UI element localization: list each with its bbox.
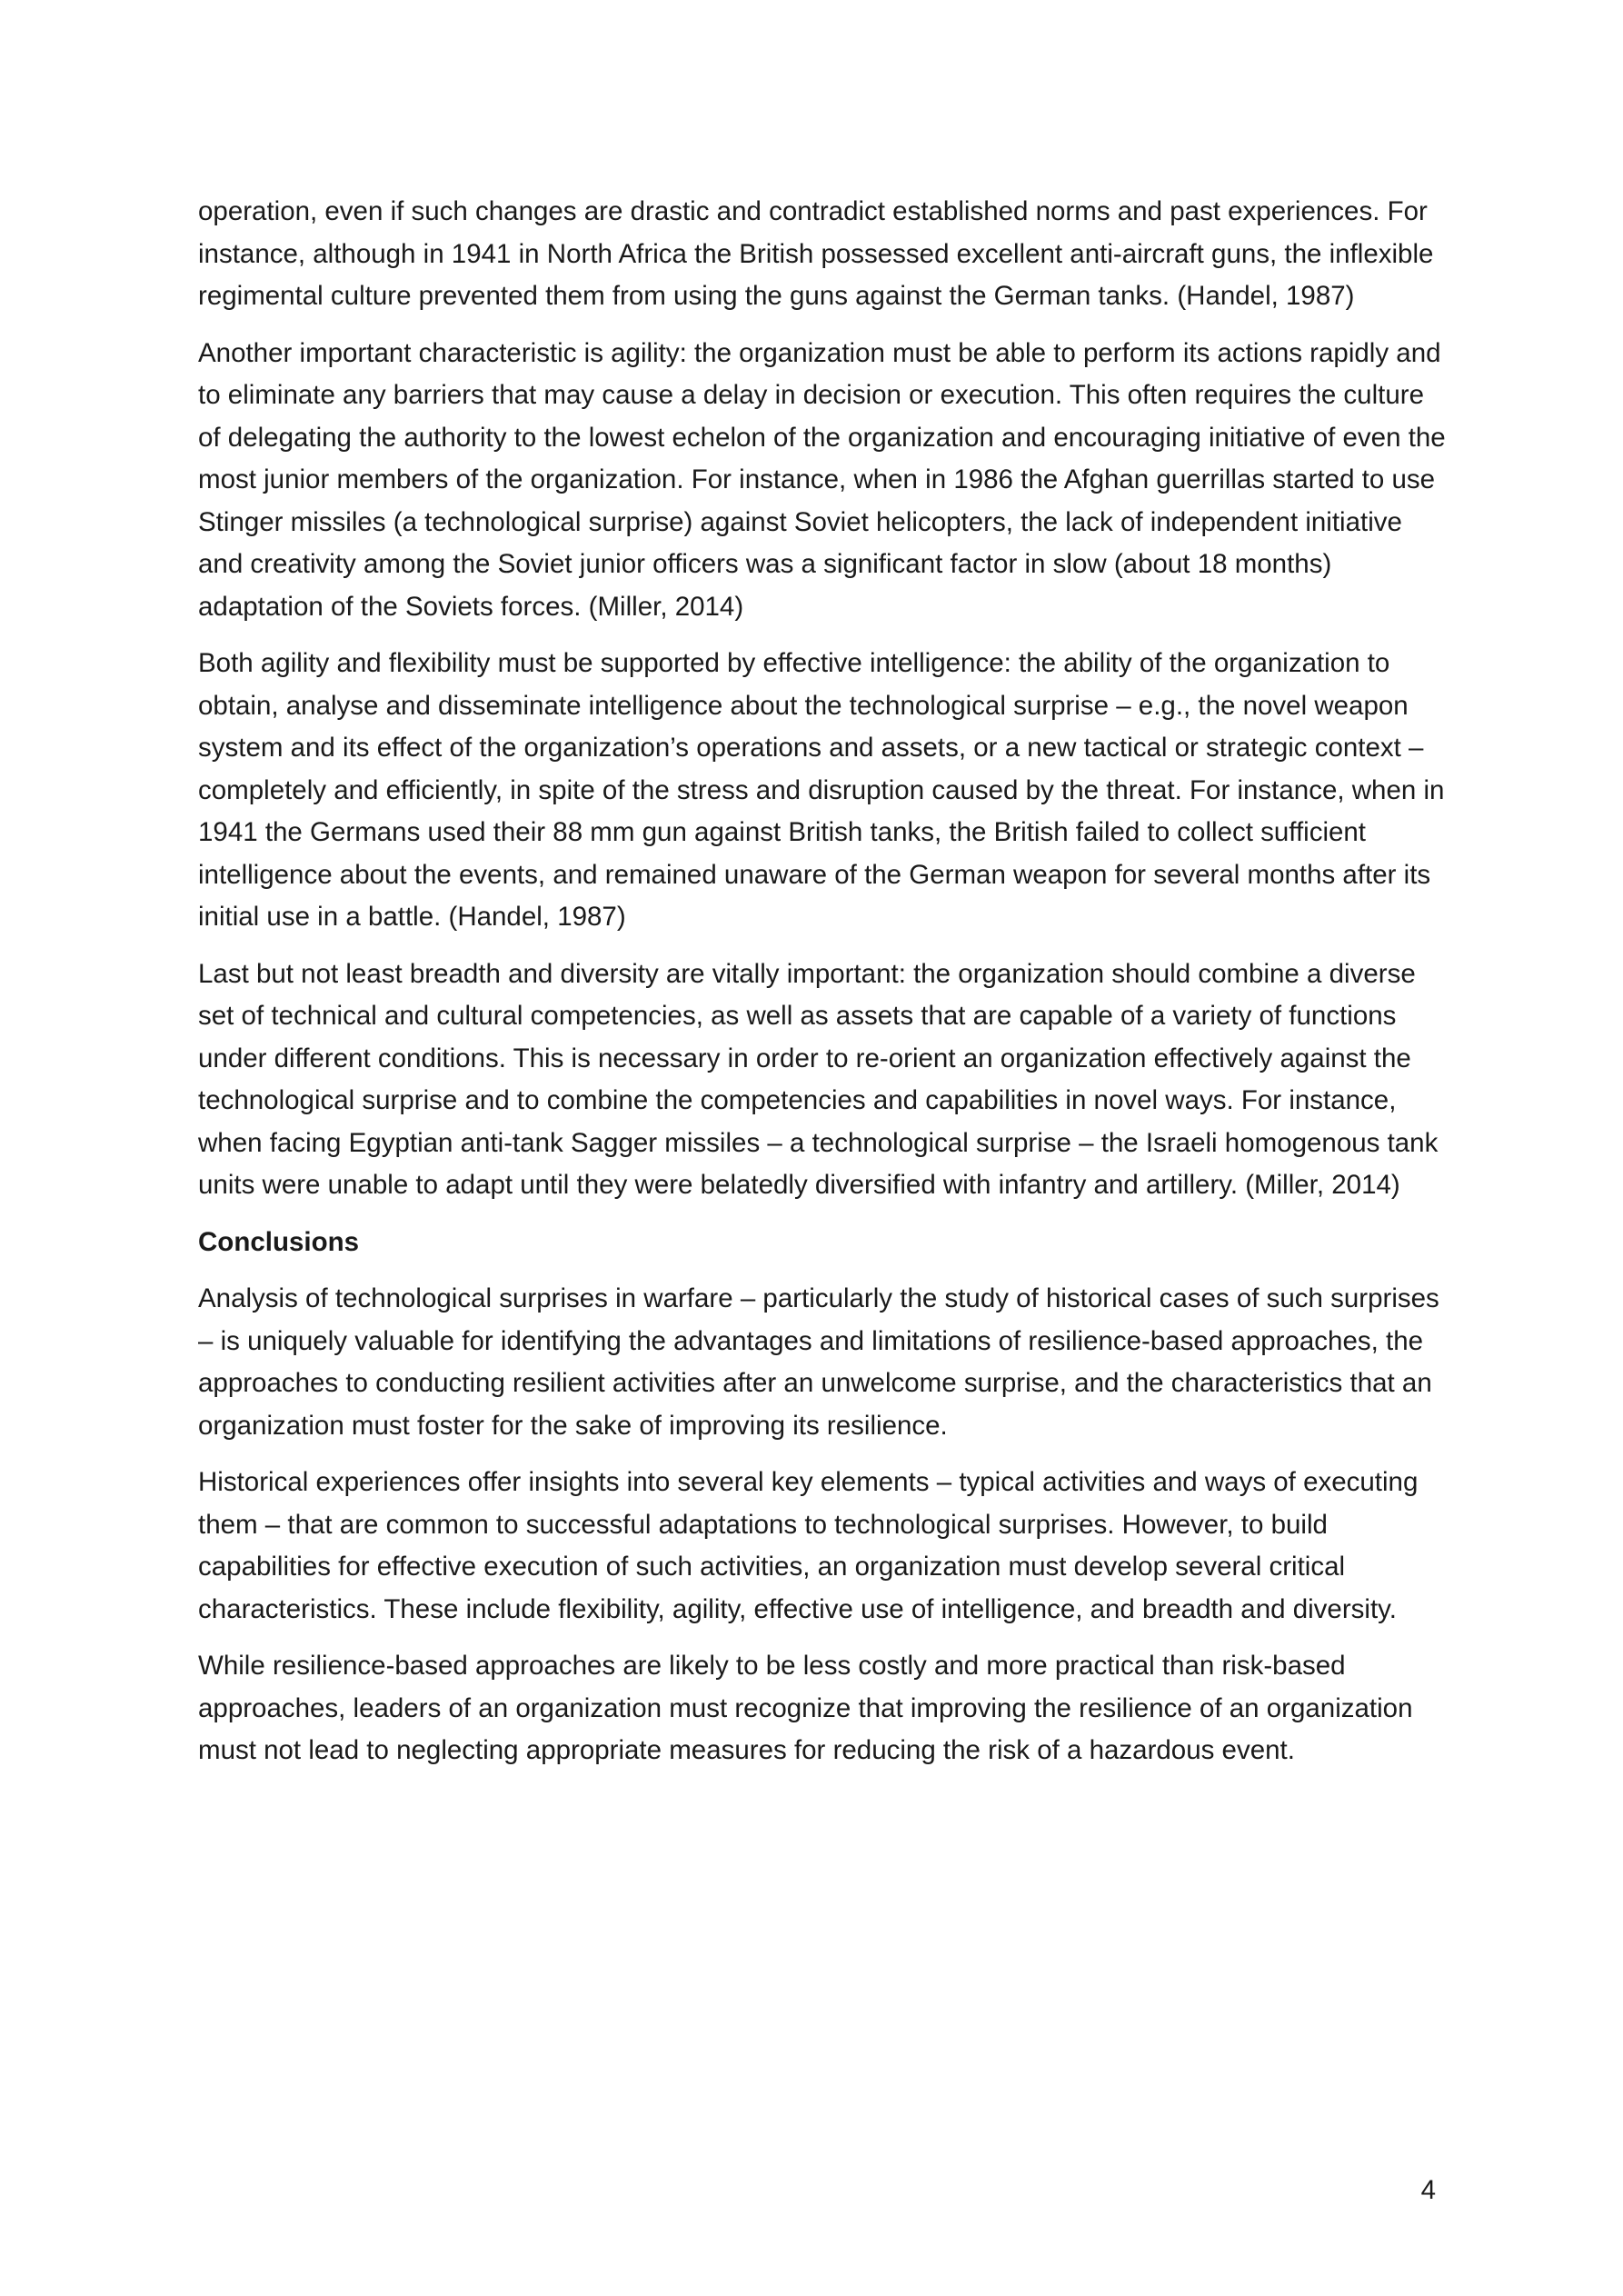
paragraph-conclusions-2: Historical experiences offer insights into several key elements – typical activities and ways of executing them – that are common to successful adaptations to technological surprises. However, to build capabilities for effective execution of such activities, an organization must develop several critical characteristics. These include flexibility, agility, effective use of intelligence, and breadth and diversity. [198, 1467, 1419, 1624]
paragraph-flexibility-continued: operation, even if such changes are drastic and contradict established norms and past experiences. For instance, although in 1941 in North Africa the British possessed excellent anti-aircraft guns, the inflexible regimental culture prevented them from using the guns against the German tanks. (Handel, 1987) [198, 196, 1434, 311]
section-heading-conclusions: Conclusions [198, 1226, 360, 1257]
page-body [198, 191, 1452, 1787]
paragraph-breadth-diversity: Last but not least breadth and diversity are vitally important: the organization should combine a diverse set of technical and cultural competencies, as well as assets that are capable of a variety of functions under different conditions. This is necessary in order to re-orient an organization effectively against the technological surprise and to combine the competencies and capabilities in novel ways. For instance, when facing Egyptian anti-tank Sagger missiles – a technological surprise – the Israeli homogenous tank units were unable to adapt until they were belatedly diversified with infantry and artillery. (Miller, 2014) [198, 958, 1439, 1200]
page-number: 4 [1420, 2175, 1436, 2205]
paragraph-conclusions-1: Analysis of technological surprises in warfare – particularly the study of historical cases of such surprises – is uniquely valuable for identifying the advantages and limitations of resilience-based approaches, the approaches to conducting resilient activities after an unwelcome surprise, and the characteristics that an organization must foster for the sake of improving its resilience. [198, 1283, 1439, 1441]
paragraph-conclusions-3: While resilience-based approaches are likely to be less costly and more practical than risk-based approaches, leaders of an organization must recognize that improving the resilience of an organization must not lead to neglecting appropriate measures for reducing the risk of a hazardous event. [198, 1651, 1413, 1765]
paragraph-intelligence: Both agility and flexibility must be supported by effective intelligence: the ability of the organization to obtain, analyse and disseminate intelligence about the technological surprise – e.g., the novel weapon system and its effect of the organization’s operations and assets, or a new tactical or strategic context – completely and efficiently, in spite of the stress and disruption caused by the threat. For instance, when in 1941 the Germans used their 88 mm gun against British tanks, the British failed to collect sufficient intelligence about the events, and remained unaware of the German weapon for several months after its initial use in a battle. (Handel, 1987) [198, 648, 1445, 932]
paragraph-agility: Another important characteristic is agility: the organization must be able to perform its actions rapidly and to eliminate any barriers that may cause a delay in decision or execution. This often requires the culture of delegating the authority to the lowest echelon of the organization and encouraging initiative of even the most junior members of the organization. For instance, when in 1986 the Afghan guerrillas started to use Stinger missiles (a technological surprise) against Soviet helicopters, the lack of independent initiative and creativity among the Soviet junior officers was a significant factor in slow (about 18 months) adaptation of the Soviets forces. (Miller, 2014) [198, 337, 1446, 622]
